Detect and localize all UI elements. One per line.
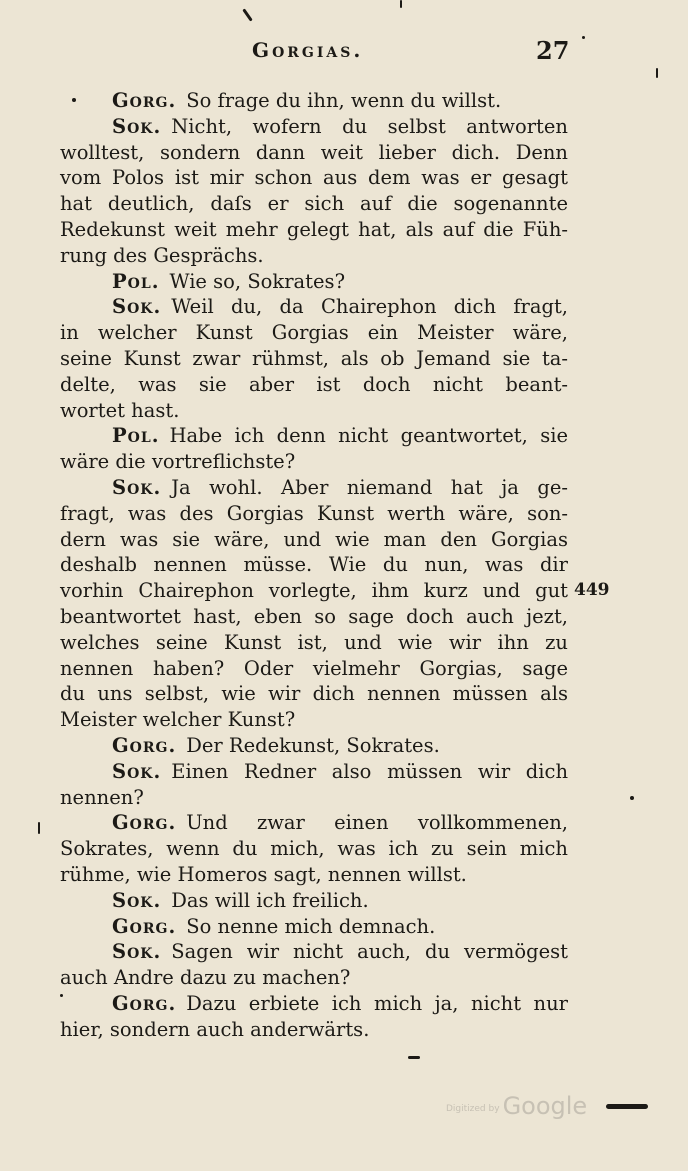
text-line: vom Polos ist mir schon aus dem was er gesagt [60, 166, 568, 190]
ink-speck [60, 994, 63, 997]
text-line: Pol. Habe ich denn nicht geantwortet, sie [112, 424, 568, 448]
text-line: fragt, was des Gorgias Kunst werth wäre, son- [60, 501, 568, 525]
text-line: Gorg. So frage du ihn, wenn du willst. [112, 89, 502, 112]
text-line: vorhin Chairephon vorlegte, ihm kurz und gut [60, 579, 568, 603]
text-line: in welcher Kunst Gorgias ein Meister wäre, [60, 321, 568, 345]
digitization-watermark [446, 1092, 587, 1120]
page-number: 27 [536, 36, 570, 65]
speaker-label: Sok. [112, 888, 162, 912]
ink-speck [582, 36, 585, 39]
text-line: Sok. Sagen wir nicht auch, du vermögest [112, 940, 568, 964]
text-line: rühme, wie Homeros sagt, nennen willst. [60, 862, 467, 886]
speaker-label: Sok. [112, 759, 162, 783]
text-line: Sok. Das will ich freilich. [112, 888, 369, 912]
speaker-label: Pol. [112, 424, 160, 448]
text-line: seine Kunst zwar rühmst, als ob Jemand sie ta- [60, 346, 568, 370]
ink-speck [630, 796, 634, 800]
speaker-label: Gorg. [112, 914, 177, 938]
text-line: du uns selbst, wie wir dich nennen müssen als [60, 682, 568, 706]
margin-page-reference: 449 [574, 580, 610, 600]
speaker-label: Sok. [112, 475, 162, 499]
text-line: Gorg. So nenne mich demnach. [112, 914, 436, 938]
speaker-label: Gorg. [112, 811, 177, 835]
text-line: Sok. Einen Redner also müssen wir dich [112, 759, 568, 783]
text-line: Redekunst weit mehr gelegt hat, als auf die Füh- [60, 217, 568, 241]
speaker-label: Pol. [112, 269, 160, 293]
ink-speck [400, 0, 402, 8]
speaker-label: Sok. [112, 295, 162, 319]
speaker-label: Gorg. [112, 991, 177, 1015]
text-line: wolltest, sondern dann weit lieber dich. Denn [60, 140, 568, 164]
speaker-label: Sok. [112, 114, 162, 138]
watermark-logo: Google [502, 1092, 588, 1120]
text-line: beantwortet hast, eben so sage doch auch jezt, [60, 604, 568, 628]
text-line: auch Andre dazu zu machen? [60, 966, 351, 990]
text-line: rung des Gesprächs. [60, 243, 264, 267]
text-line: Meister welcher Kunst? [60, 708, 296, 732]
text-line: Gorg. Und zwar einen vollkommenen, [112, 811, 568, 835]
text-line: Sok. Nicht, wofern du selbst antworten [112, 114, 568, 138]
speaker-label: Gorg. [112, 89, 177, 112]
dialogue-text [60, 88, 568, 1042]
text-line: delte, was sie aber ist doch nicht beant- [60, 372, 568, 396]
text-line: wortet hast. [60, 398, 180, 422]
speaker-label: Gorg. [112, 733, 177, 757]
text-line: deshalb nennen müsse. Wie du nun, was dir [60, 553, 568, 577]
ink-speck [38, 822, 40, 834]
ink-speck [242, 8, 252, 21]
text-line: Pol. Wie so, Sokrates? [112, 269, 346, 293]
running-title: Gorgias. [252, 38, 364, 62]
text-line: wäre die vortreflichste? [60, 450, 296, 474]
ink-speck [408, 1056, 420, 1059]
speaker-label: Sok. [112, 940, 162, 964]
text-line: Sokrates, wenn du mich, was ich zu sein mich [60, 837, 568, 861]
text-line: welches seine Kunst ist, und wie wir ihn zu [60, 630, 568, 654]
text-line: hier, sondern auch anderwärts. [60, 1017, 370, 1041]
text-line: nennen? [60, 785, 144, 809]
text-line: Sok. Ja wohl. Aber niemand hat ja ge- [112, 475, 568, 499]
text-line: Sok. Weil du, da Chairephon dich fragt, [112, 295, 568, 319]
text-line: Gorg. Dazu erbiete ich mich ja, nicht nur [112, 991, 568, 1015]
watermark-prefix: Digitized by [446, 1104, 500, 1114]
ink-speck [656, 68, 658, 78]
page-header [0, 36, 688, 70]
ink-speck [606, 1104, 648, 1109]
text-line: Gorg. Der Redekunst, Sokrates. [112, 733, 440, 757]
text-line: hat deutlich, daſs er sich auf die sogenannte [60, 192, 568, 216]
text-line: nennen haben? Oder vielmehr Gorgias, sage [60, 656, 568, 680]
text-line: dern was sie wäre, und wie man den Gorgias [60, 527, 568, 551]
ink-speck [72, 98, 76, 102]
